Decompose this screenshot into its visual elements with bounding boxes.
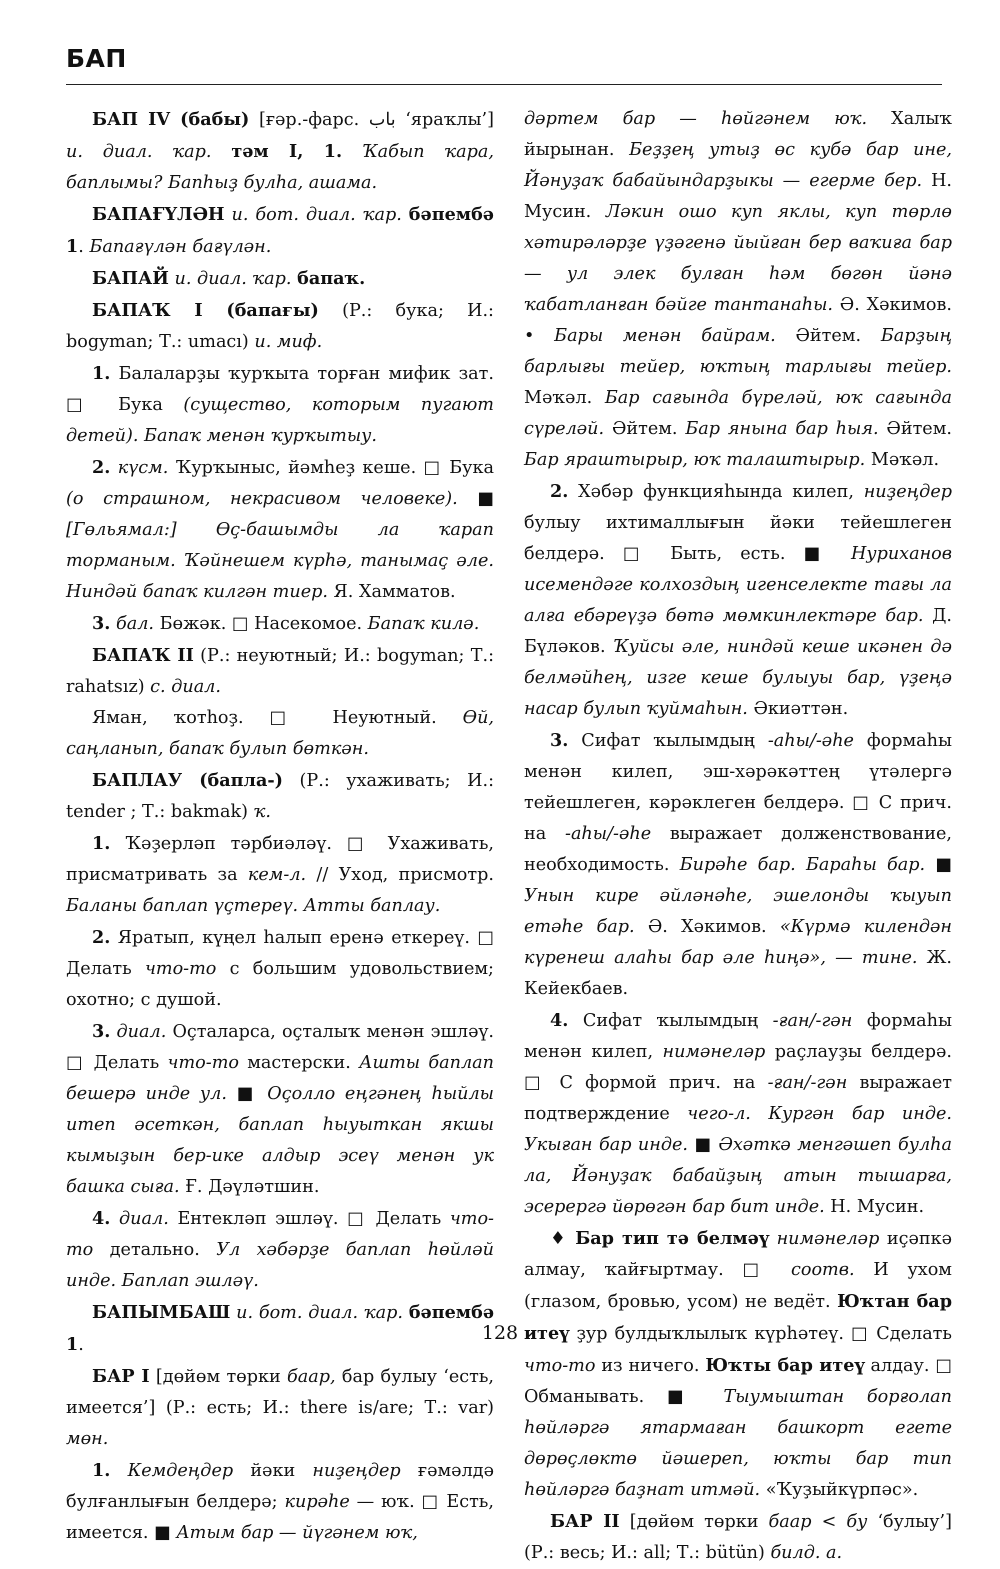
italic-text: что-то — [524, 1356, 596, 1376]
page-number: 128 — [481, 1322, 519, 1344]
body-text — [211, 142, 231, 162]
italic-text: чего-л. — [687, 1104, 751, 1124]
italic-text: Тыумыштан борғолап һөйләргә ятармаған башкорт егете дөрөҫлөктө йәшереп, юҡты бар тип һөйләргә баҙнат итмәй. — [524, 1387, 953, 1500]
body-text: Әкиәттән. — [747, 699, 849, 719]
italic-text: Барҙың барлығы тейер, юҡтың тарлығы тейер. — [524, 326, 952, 377]
body-text: ғәмәлдә булғанлығын белдерә; — [66, 1461, 495, 1512]
headword-text: тәм I, 1. — [231, 141, 343, 162]
body-text: — юҡ. □ Есть, имеется. ■ — [66, 1492, 494, 1543]
dictionary-paragraph — [66, 358, 494, 452]
body-text: Ентекләп эшләү. □ Делать — [168, 1209, 450, 1229]
right-column — [524, 104, 952, 1569]
body-text: . — [78, 237, 90, 257]
italic-text: диал. — [116, 1022, 167, 1042]
body-text: мастерски. — [238, 1053, 360, 1073]
italic-text: [Гөльямал:] Өҫ-башымды ла ҡарап торманым. Ҡәйнешем күрһә, танымаҫ әле. Ниндәй бапаҡ килгән тиер. — [66, 520, 494, 602]
italic-text: -ған/-гән — [767, 1073, 848, 1093]
body-text — [225, 205, 232, 225]
italic-text: бу — [846, 1512, 868, 1532]
body-text: Ж. Кейекбаев. — [524, 948, 953, 999]
headword-text: БАПЛАУ (бапла-) — [92, 770, 283, 791]
header-rule — [66, 84, 942, 85]
italic-text: Унын кире әйләнәһе, эшелонды ҡыуып етәһе бар. — [524, 886, 952, 937]
italic-text: Кургән бар инде. Укыған бар инде. — [524, 1104, 952, 1155]
italic-text: «Күрмә килендән күренеш алаһы бар әле һиңә», — тине. — [524, 917, 952, 968]
italic-text: кем-л. — [247, 865, 307, 885]
italic-text: Әхәткә менгәшеп булһа ла, Йәнуҙаҡ бабайҙың атын тышарға, эсерергә йөрөгән бар бит инде. — [524, 1135, 952, 1217]
headword-text: БАПАҠ I (бапағы) — [92, 300, 319, 321]
italic-text: что-то — [66, 1209, 494, 1260]
body-text: Яман, ҡотһоҙ. □ Неуютный. — [92, 708, 463, 728]
body-text: бар булыу ‘есть, имеется’] (Р.: есть; И.: there is/are; Т.: var) — [66, 1367, 494, 1418]
body-text: формаһы менән килеп, — [524, 1011, 952, 1062]
italic-text: Оҫолло еңгәнең һыйлы итеп әсеткән, баплап һыуыткан якшы кымыҙын бер-ике алдыр эсеү менән ук башка сыға. — [66, 1084, 495, 1197]
dictionary-paragraph — [66, 828, 494, 922]
body-text: ‘булыу’] (Р.: весь; И.: all; Т.: bütün) — [524, 1512, 952, 1563]
body-text: Мәҡәл. — [865, 450, 940, 470]
italic-text: диал. — [119, 1209, 169, 1229]
italic-text: и. миф. — [254, 332, 323, 352]
dictionary-paragraph — [66, 295, 494, 358]
italic-text: күсм. — [117, 458, 169, 478]
headword-text: бәпембә 1 — [66, 204, 494, 257]
dictionary-paragraph — [524, 725, 952, 1005]
italic-text: Өй, саңланып, бапаҡ булып бөткән. — [66, 708, 494, 759]
italic-text: соотв. — [791, 1260, 855, 1280]
body-text: булыу ихтималлығын йәки тейешлеген белдерә. □ Быть, есть. ■ — [524, 513, 952, 564]
headword-text: БАПЫМБАШ — [92, 1302, 231, 1323]
dictionary-paragraph — [524, 1223, 952, 1506]
body-text: Балаларҙы ҡурҡыта торған мифик зат. □ Бука — [66, 364, 494, 415]
body-text: Әйтем. — [878, 419, 953, 439]
headword-text: 1. — [92, 833, 111, 854]
dictionary-paragraph — [66, 452, 494, 608]
headword-text: Юҡты бар итеү — [705, 1355, 865, 1376]
body-text: раҫлауҙы белдерә. □ С формой прич. на — [524, 1042, 952, 1093]
italic-text: ҡ. — [253, 802, 271, 822]
italic-text: Бар сағында бүреләй, юҡ сағында сүреләй. — [524, 388, 952, 439]
headword-text: 4. — [92, 1208, 111, 1229]
italic-text: что-то — [167, 1053, 239, 1073]
italic-text: Ул хәбәрҙе баплап һөйләй инде. Баплап эшләү. — [66, 1240, 494, 1291]
body-text: Халыҡ йырынан. — [524, 109, 952, 160]
body-text: иҫәпкә алмау, ҡайғыртмау. □ — [524, 1229, 952, 1280]
dictionary-paragraph — [66, 1361, 494, 1455]
italic-text: нимәнеләр — [776, 1229, 880, 1249]
body-text: ■ — [226, 1084, 268, 1104]
italic-text: Баланы баплап үҫтереү. Атты баплау. — [66, 896, 441, 916]
italic-text: кирәһе — [284, 1492, 350, 1512]
dictionary-paragraph — [66, 104, 494, 199]
italic-text: Бар яраштырыр, юҡ талаштырыр. — [524, 450, 866, 470]
italic-text: Нуриханов исемендәге колхоздың игенселекте тағы ла алға ебәреүҙә бөтә мөмкинлектәре бар. — [524, 544, 952, 626]
body-text: Д. Бүләков. — [524, 606, 952, 657]
dictionary-paragraph — [66, 765, 494, 828]
italic-text: нимәнеләр — [662, 1042, 766, 1062]
headword-text: 1. — [92, 363, 111, 384]
body-text: Бөжәк. □ Насекомое. — [154, 614, 368, 634]
body-text: И ухом (глазом, бровью, усом) не ведёт. — [524, 1260, 952, 1312]
body-text: выражает долженствование, необходимость. — [524, 824, 953, 875]
italic-text: Кемдеңдер — [127, 1461, 234, 1481]
body-text: Ә. Хәкимов. • — [524, 295, 953, 346]
italic-text: Ҡуйсы әле, ниндәй кеше икәнен дә белмәйһең, изге кеше булыуы бар, үҙеңә насар булып ҡуймаһын. — [524, 637, 952, 719]
italic-text: -аһы/-әһе — [565, 824, 652, 844]
italic-text: Бары менән байрам. — [554, 326, 776, 346]
italic-text: что-то — [144, 959, 217, 979]
italic-text: бал. — [115, 614, 154, 634]
body-text: // Уход, присмотр. — [306, 865, 494, 885]
italic-text: баар, — [287, 1367, 336, 1387]
body-text: йәки — [233, 1461, 313, 1481]
body-text — [110, 1209, 119, 1229]
headword-text: БАР I — [92, 1366, 150, 1387]
italic-text: Ләкин ошо куп яклы, куп төрлө хәтирәләрҙе үҙәгенә йыйған бер ваҡиға бар — ул элек булған һәм бөгөн йәнә ҡабатланған бәйге тантанаһы. — [524, 202, 952, 315]
body-text: Сифат ҡылымдың — [568, 1011, 773, 1031]
body-text: ■ — [925, 855, 952, 875]
dictionary-paragraph — [66, 1203, 494, 1297]
dictionary-paragraph — [66, 608, 494, 640]
italic-text: и. бот. диал. ҡар. — [231, 205, 402, 225]
body-text — [751, 1104, 769, 1124]
headword-text: 3. — [92, 613, 111, 634]
running-head: БАП — [66, 44, 127, 73]
headword-text: БАП IV (бабы) — [92, 109, 250, 130]
italic-text: Бар янына бар һыя. — [685, 419, 879, 439]
body-text: ҙур булдыҡлылыҡ күрһәтеү. □ Сделать — [569, 1324, 952, 1344]
body-text: Ғ. Дәүләтшин. — [179, 1177, 320, 1197]
body-text: Ҡурҡыныс, йәмһеҙ кеше. □ Бука — [168, 458, 495, 478]
headword-text: 2. — [92, 457, 111, 478]
body-text: алдау. □ Обманывать. ■ — [524, 1356, 952, 1407]
body-text: из ничего. — [595, 1356, 706, 1376]
body-text: (Р.: неуютный; И.: bogyman; Т.: rahatsız) — [66, 646, 494, 697]
headword-text: 3. — [92, 1021, 111, 1042]
headword-text: Юҡтан бар итеү — [524, 1291, 953, 1344]
body-text — [769, 1229, 777, 1249]
body-text: Әйтем. — [775, 326, 881, 346]
italic-text: и. диал. ҡар. — [174, 269, 292, 289]
body-text: формаһы менән килеп, эш-хәрәкәттең үтәлергә тейешлеген, кәрәклеген белдерә. □ С прич. на — [524, 731, 952, 844]
italic-text: с. диал. — [150, 677, 221, 697]
body-text: (Р.: бука; И.: bogyman; Т.: umacı) — [66, 301, 494, 352]
italic-text: билд. а. — [770, 1543, 843, 1563]
headword-text: БАПАҠ II — [92, 645, 194, 666]
headword-text: 3. — [550, 730, 569, 751]
body-text — [342, 142, 362, 162]
italic-text: ниҙеңдер — [863, 482, 952, 502]
italic-text: мөн. — [66, 1429, 109, 1449]
italic-text: и. диал. ҡар. — [66, 142, 212, 162]
dictionary-paragraph — [66, 263, 494, 295]
body-text: с большим удовольствием; охотно; с душой. — [66, 959, 494, 1010]
body-text: Я. Хамматов. — [327, 582, 456, 602]
italic-text: ниҙеңдер — [312, 1461, 401, 1481]
italic-text: баар — [768, 1512, 812, 1532]
dictionary-paragraph — [66, 199, 494, 263]
body-text: Мәҡәл. — [524, 388, 605, 408]
dictionary-paragraph — [66, 640, 494, 703]
italic-text: Атым бар — йүгәнем юҡ, — [176, 1523, 418, 1543]
body-text: Ә. Хәкимов. — [634, 917, 780, 937]
body-text: «Ҡуҙыйкүрпәс». — [760, 1480, 919, 1500]
body-text — [110, 458, 117, 478]
body-text: < — [811, 1512, 847, 1532]
italic-text: дәртем бар — һөйгәнем юҡ. — [524, 109, 868, 129]
italic-text: Бапағүлән бағүлән. — [89, 237, 272, 257]
body-text: детально. — [93, 1240, 217, 1260]
body-text: Ҡәҙерләп тәрбиәләү. □ Ухаживать, присматривать за — [66, 834, 494, 885]
headword-text: Бар тип тә белмәү — [575, 1228, 770, 1249]
dictionary-paragraph — [66, 922, 494, 1016]
dictionary-paragraph — [66, 703, 494, 765]
body-text: Оҫталарса, оҫталыҡ менән эшләү. □ Делать — [66, 1022, 495, 1073]
italic-text: Бирәһе бар. Бараһы бар. — [679, 855, 926, 875]
body-text: ■ — [457, 489, 494, 509]
italic-text: Ҡабып ҡара, баплымы? Бапһыҙ булһа, ашама. — [66, 142, 495, 193]
headword-text: 1. — [92, 1460, 111, 1481]
body-text: [дөйөм төрки — [149, 1367, 288, 1387]
body-text: . — [78, 1335, 84, 1355]
body-text: Яратып, күңел һалып еренә еткереү. □ Делать — [66, 928, 494, 979]
italic-text: и. бот. диал. ҡар. — [236, 1303, 403, 1323]
body-text — [110, 1461, 127, 1481]
body-text: Хәбәр функцияһында килеп, — [568, 482, 864, 502]
body-text: Н. Мусин. — [524, 171, 953, 222]
body-text: ♦ — [550, 1229, 576, 1249]
body-text: (Р.: ухаживать; И.: tender ; Т.: bakmak) — [66, 771, 494, 822]
italic-text: Беҙҙең утыҙ өс кубә бар ине, Йәнуҙаҡ бабайындарҙыкы — егерме бер. — [524, 140, 952, 191]
italic-text: -аһы/-әһе — [767, 731, 854, 751]
body-text: Әйтем. — [604, 419, 686, 439]
headword-text: 2. — [550, 481, 569, 502]
dictionary-paragraph — [524, 476, 952, 725]
body-text: [ғәр.-фарс. باب ‘яраҡлы’] — [249, 110, 494, 130]
body-text — [402, 205, 409, 225]
dictionary-paragraph — [524, 1506, 952, 1569]
headword-text: бапаҡ. — [297, 268, 366, 289]
body-text: [дөйөм төрки — [619, 1512, 769, 1532]
headword-text: БАПАЙ — [92, 268, 169, 289]
body-text: Сифат ҡылымдың — [568, 731, 768, 751]
dictionary-paragraph — [524, 104, 952, 476]
italic-text: Бапаҡ килә. — [367, 614, 480, 634]
body-text: ■ — [688, 1135, 719, 1155]
headword-text: БАПАҒҮЛӘН — [92, 204, 225, 225]
headword-text: БАР II — [550, 1511, 620, 1532]
dictionary-paragraph — [524, 1005, 952, 1223]
body-text: выражает подтверждение — [524, 1073, 952, 1124]
italic-text: -ған/-гән — [772, 1011, 853, 1031]
headword-text: бәпембә 1 — [66, 1302, 495, 1355]
body-text: Н. Мусин. — [824, 1197, 925, 1217]
headword-text: 4. — [550, 1010, 569, 1031]
dictionary-paragraph — [66, 1455, 494, 1549]
dictionary-paragraph — [66, 1016, 494, 1203]
italic-text: (о страшном, некрасивом человеке). — [66, 489, 458, 509]
headword-text: 2. — [92, 927, 111, 948]
italic-text: Ашты баплап бешерә инде ул. — [66, 1053, 494, 1104]
italic-text: (существо, которым пугают детей). Бапаҡ менән ҡурҡытыу. — [66, 395, 494, 446]
